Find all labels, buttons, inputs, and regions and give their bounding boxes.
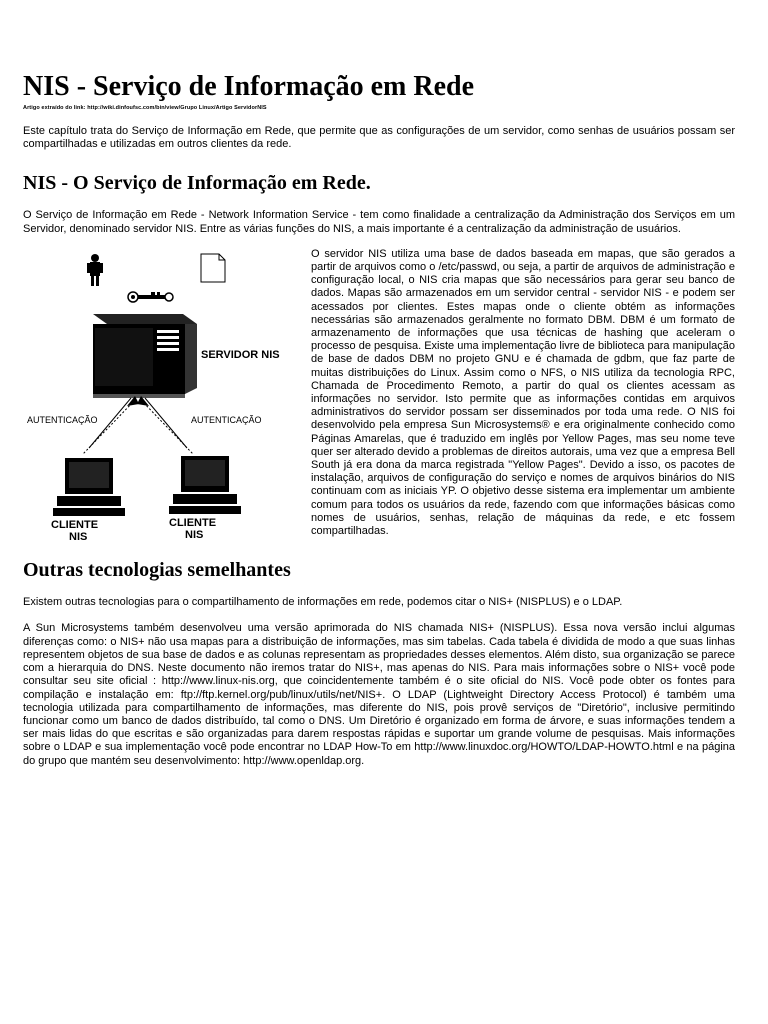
nis-diagram-svg bbox=[23, 248, 297, 548]
nis-server-paragraph: O servidor NIS utiliza uma base de dados baseada em mapas, que são gerados a partir de arquivos como o /etc/passwd, ou seja, a partir de arquivos de administração e configuração local, o NIS cria mapas que são necessários para gerar seu banco de dados. Mapas são armazenados em um servidor central - servidor NIS - e podem ser acessados por clientes. Estes mapas onde o cliente obtém as informações necessárias são armazenados geralmente no formato DBM. DBM é um formato de armazenamento de informações que usa técnicas de hashing que aceleram o processo de pesquisa. Existe uma implementação livre de biblioteca para manipulação de base de dados DBM no projeto GNU e é chamada de gdbm, que faz parte de muitas distribuições do Linux. Assim como o NFS, o NIS utiliza da tecnologia RPC, Chamada de Procedimento Remoto, a partir do qual os clientes acessam as informações no servidor. Isto permite que as informações contidas em arquivos administrativos do servidor possam ser disseminados por toda uma rede. O NIS foi desenvolvido pela empresa Sun Microsystems® e era originalmente conhecido como Páginas Amarelas, que é traduzido em inglês por Yellow Pages, mas seu nome teve quer ser alterado devido a problemas de direitos autorais, uma vez que a empresa Bell South já era dona da marca registrada "Yellow Pages". Devido a isso, os pacotes de instalação, arquivos de configuração do serviço e nomes de arquivos binários do NIS continuam com as iniciais YP. O objetivo desse sistema era implementar um ambiente comum para todos os usuários da rede, fazendo com que informações básicas como nomes de usuários, senhas, relação de máquinas da rede, e etc fossem compartilhadas. bbox=[311, 247, 735, 538]
section-heading-nis: NIS - O Serviço de Informação em Rede. bbox=[23, 172, 371, 195]
client-left-label-line1: CLIENTE bbox=[51, 518, 99, 531]
client-right-label-line2: NIS bbox=[185, 528, 204, 541]
nisplus-ldap-paragraph: A Sun Microsystems também desenvolveu uma versão aprimorada do NIS chamada NIS+ (NISPLUS). Essa nova versão inclui algumas diferenças como: o NIS+ não usa mapas para a distribuição de informações, mas sim tabelas. Cada tabela é dividida de modo a que suas linhas representem objetos de sua base de dados e as colunas representam as propriedades desses elementos. Além disto, sua organização se parece com a hierarquia do DNS. Neste documento não iremos tratar do NIS+, mas apenas do NIS. Para mais informações sobre o NIS+ você pode consultar seu site oficial : http://www.linux-nis.org, que coincidentemente também é o site oficial do NIS. Você pode obter os fontes para compilação e instalação em: ftp://ftp.kernel.org/pub/linux/utils/net/NIS+. O LDAP (Lightweight Directory Access Protocol) é também uma tecnologia utilizada para compartilhamento de informações, mas diferente do NIS, pois provê serviços de "Diretório", inclusive permitindo funcionar como um banco de dados distribuído, tal como o DNS. Um Diretório é organizado em forma de árvore, e suas informações tendem a ser mais lidas do que escritas e são organizadas para darem respostas rápidas e suportar um grande volume de pesquisas. Mais informações sobre o LDAP e sua implementação você pode encontrar no LDAP How-To em http://www.linuxdoc.org/HOWTO/LDAP-HOWTO.html e na página do grupo que mantém seu desenvolvimento: http://www.openldap.org. bbox=[23, 622, 735, 767]
nis-diagram bbox=[23, 248, 297, 548]
server-label: SERVIDOR NIS bbox=[201, 348, 280, 361]
user-icon bbox=[87, 254, 103, 286]
auth-arrows bbox=[83, 398, 193, 454]
section-heading-other-tech: Outras tecnologias semelhantes bbox=[23, 559, 291, 582]
nis-definition-paragraph: O Serviço de Informação em Rede - Network Information Service - tem como finalidade a centralização da Administração dos Serviços em um Servidor, denominado servidor NIS. Entre as várias funções do NIS, a mais importante é a centralização da administração de usuários. bbox=[23, 209, 735, 235]
server-icon bbox=[93, 314, 197, 398]
client-computer-left-icon bbox=[53, 458, 125, 516]
key-icon bbox=[128, 292, 173, 302]
other-tech-intro-paragraph: Existem outras tecnologias para o compartilhamento de informações em rede, podemos citar o NIS+ (NISPLUS) e o LDAP. bbox=[23, 596, 623, 609]
intro-paragraph: Este capítulo trata do Serviço de Informação em Rede, que permite que as configurações de um servidor, como senhas de usuários possam ser compartilhadas e utilizadas em outros clientes da rede. bbox=[23, 125, 735, 151]
source-note: Artigo extraído do link: http://wiki.dinfoufsc.com/bin/view/Grupo Linux/Artigo ServidorNIS bbox=[23, 105, 267, 111]
document-page bbox=[23, 70, 735, 768]
auth-label-right: AUTENTICAÇÃO bbox=[191, 414, 262, 425]
client-computer-right-icon bbox=[169, 456, 241, 514]
page-title: NIS - Serviço de Informação em Rede bbox=[23, 71, 475, 102]
auth-label-left: AUTENTICAÇÃO bbox=[27, 414, 98, 425]
client-left-label-line2: NIS bbox=[69, 530, 88, 543]
document-icon bbox=[201, 254, 225, 282]
figure-text-block bbox=[23, 247, 735, 543]
client-right-label-line1: CLIENTE bbox=[169, 516, 217, 529]
